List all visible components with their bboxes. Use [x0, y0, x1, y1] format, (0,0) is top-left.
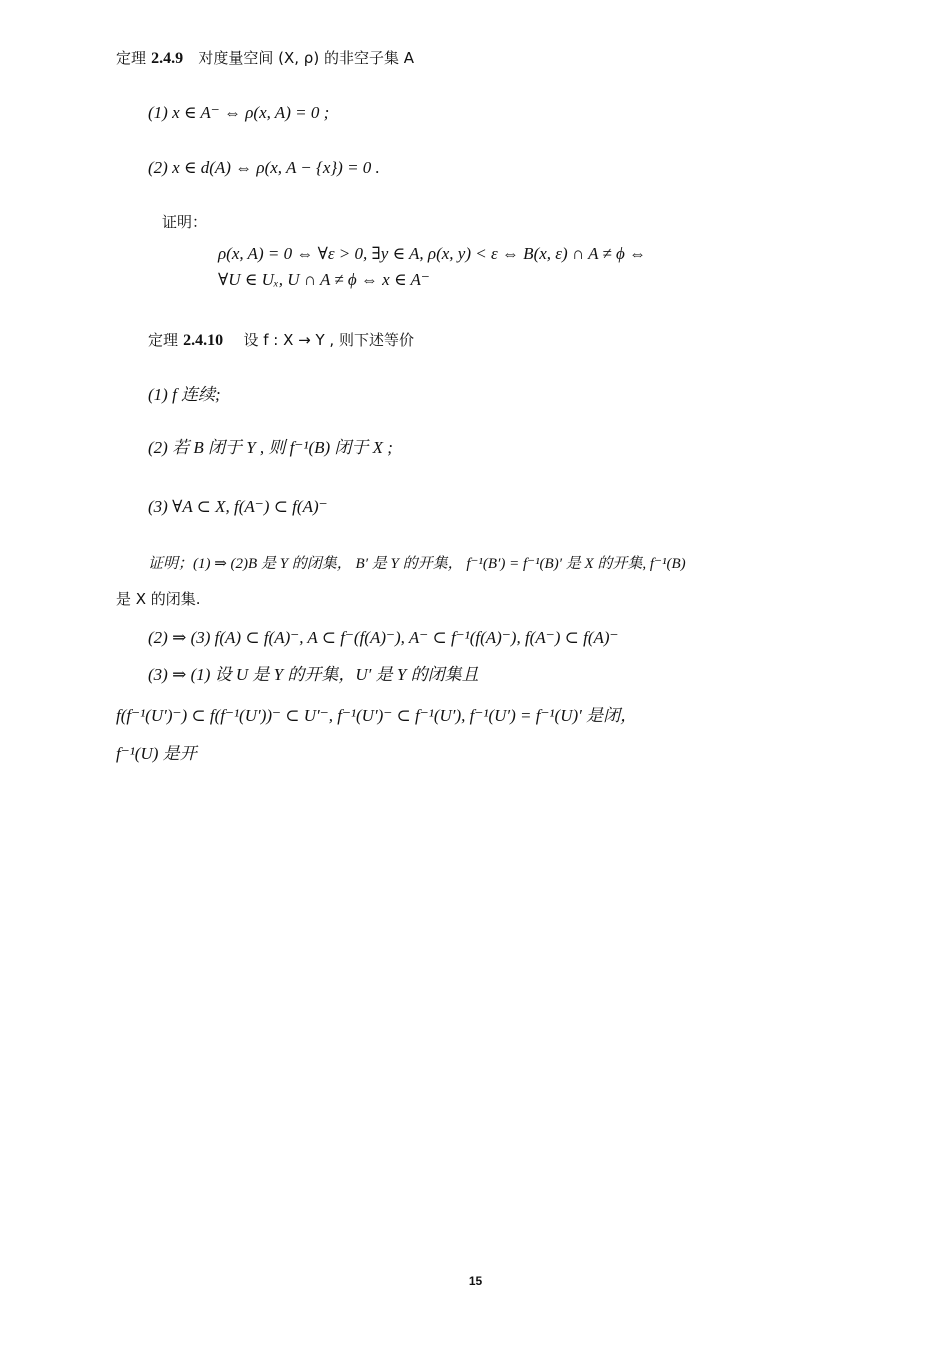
- proof-line-6: f⁻¹(U) 是开: [116, 744, 197, 763]
- proof-line-1: 证明；(1) ⇒ (2)B 是 Y 的闭集， B′ 是 Y 的开集， f⁻¹(B′) = f⁻¹(B)′ 是 X 的开集, f⁻¹(B): [148, 556, 686, 572]
- theorem-label: 定理: [116, 49, 147, 67]
- theorem-2-4-10-item-2: (2) 若 B 闭于 Y , 则 f⁻¹(B) 闭于 X ;: [148, 438, 393, 457]
- theorem-statement: 设 f : X → Y , 则下述等价: [243, 331, 414, 349]
- theorem-2-4-10-item-1: (1) f 连续;: [148, 385, 221, 404]
- theorem-2-4-9-item-1: (1) x ∈ A⁻ ⇔ ρ(x, A) = 0 ;: [148, 103, 330, 122]
- theorem-2-4-10-heading: [148, 330, 414, 351]
- theorem-statement: 对度量空间 (X, ρ) 的非空子集 A: [198, 49, 414, 67]
- theorem-2-4-9-heading: [116, 48, 414, 69]
- proof-equation-line-2: ∀U ∈ Uₓ, U ∩ A ≠ ϕ ⇔ x ∈ A⁻: [218, 270, 430, 289]
- theorem-2-4-10-item-3: (3) ∀A ⊂ X, f(A⁻) ⊂ f(A)⁻: [148, 497, 328, 516]
- proof-label: 证明：: [162, 213, 208, 231]
- theorem-number: 2.4.10: [183, 332, 224, 349]
- proof-line-2: 是 X 的闭集.: [116, 590, 201, 608]
- theorem-label: 定理: [148, 331, 179, 349]
- proof-equation-line-1: ρ(x, A) = 0 ⇔ ∀ε > 0, ∃y ∈ A, ρ(x, y) < ε ⇔ B(x, ε) ∩ A ≠ ϕ ⇔: [218, 244, 647, 263]
- page-number: 15: [468, 1274, 483, 1288]
- proof-line-5: f(f⁻¹(U′)⁻) ⊂ f(f⁻¹(U′))⁻ ⊂ U′⁻, f⁻¹(U′)⁻ ⊂ f⁻¹(U′), f⁻¹(U′) = f⁻¹(U)′ 是闭，: [116, 706, 638, 725]
- proof-line-3: (2) ⇒ (3) f(A) ⊂ f(A)⁻, A ⊂ f⁻(f(A)⁻), A⁻ ⊂ f⁻¹(f(A)⁻), f(A⁻) ⊂ f(A)⁻: [148, 628, 619, 647]
- proof-line-4: (3) ⇒ (1) 设 U 是 Y 的开集，U′ 是 Y 的闭集且: [148, 665, 479, 684]
- theorem-2-4-9-item-2: (2) x ∈ d(A) ⇔ ρ(x, A − {x}) = 0 .: [148, 158, 380, 177]
- theorem-number: 2.4.9: [151, 50, 184, 67]
